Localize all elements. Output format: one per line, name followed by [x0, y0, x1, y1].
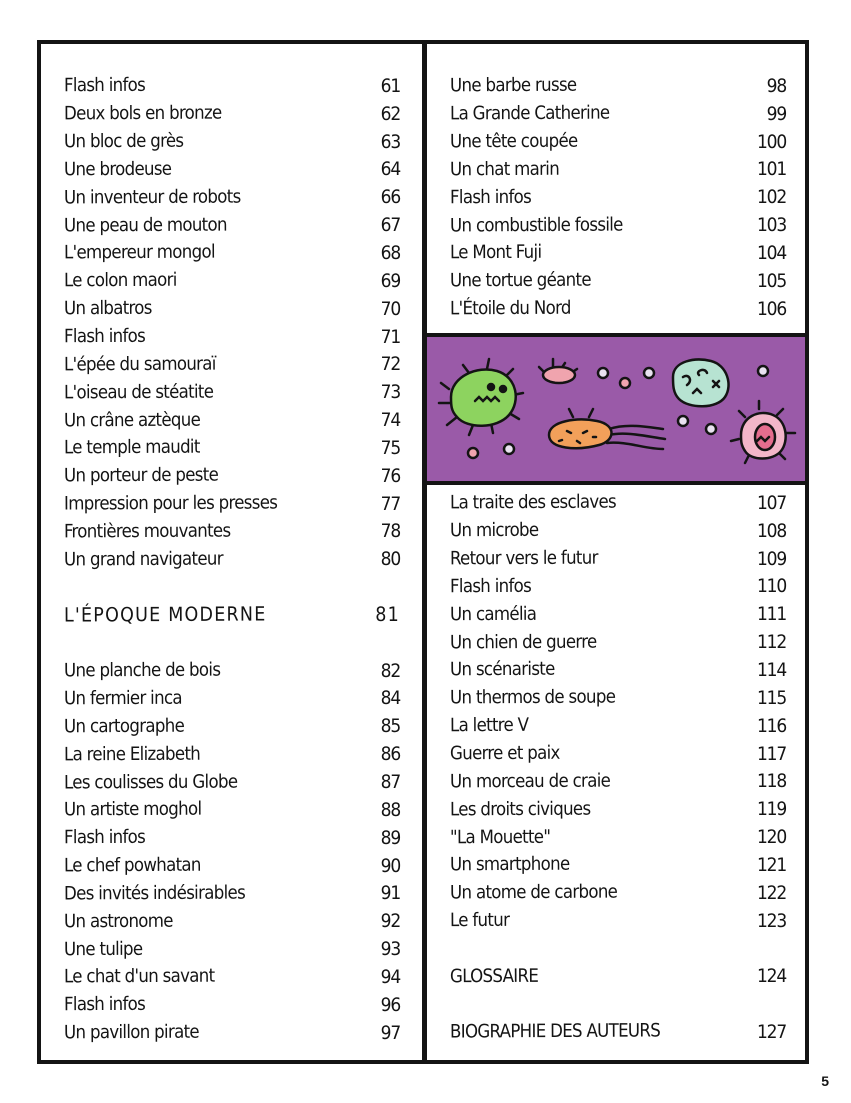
entry-page: 62 [380, 102, 400, 125]
entry-page: 68 [380, 241, 400, 264]
entry-page: 74 [380, 409, 400, 432]
entry-title: Flash infos [63, 994, 146, 1016]
entry-page: 96 [380, 993, 400, 1016]
toc-right-bottom-column [450, 489, 786, 1046]
toc-entry[interactable] [450, 72, 786, 100]
entry-page: 121 [756, 853, 786, 876]
microbes-illustration-panel [427, 333, 805, 485]
entry-title: Le temple maudit [63, 437, 200, 459]
entry-title: Une tortue géante [449, 269, 591, 292]
entry-page: 114 [756, 658, 786, 681]
entry-page: 77 [380, 492, 400, 515]
entry-title: Le colon maori [63, 270, 177, 292]
entry-title: La traite des esclaves [449, 491, 617, 514]
toc-entry[interactable] [450, 211, 786, 239]
entry-title: Guerre et paix [449, 742, 560, 765]
entry-page: 102 [756, 186, 786, 209]
entry-title: Un camélia [449, 603, 537, 626]
entry-page: 67 [380, 214, 400, 237]
toc-entry[interactable] [64, 100, 400, 128]
orange-microbe-icon [549, 409, 665, 449]
microbes-illustration-icon [427, 337, 805, 481]
entry-title: La lettre V [449, 714, 529, 737]
toc-entry[interactable] [64, 378, 400, 406]
entry-page: 103 [756, 214, 786, 237]
entry-page: 109 [756, 547, 786, 570]
toc-entry[interactable] [64, 740, 400, 768]
entry-page: 63 [380, 130, 400, 153]
entry-title: "La Mouette" [449, 826, 551, 848]
entry-page: 71 [380, 325, 400, 348]
entry-page: 116 [756, 714, 786, 737]
toc-entry[interactable] [64, 852, 400, 880]
entry-title: Un fermier inca [63, 687, 182, 710]
entry-title: L'épée du samouraï [63, 353, 216, 376]
entry-page: 75 [380, 436, 400, 459]
green-microbe-icon [439, 359, 523, 435]
toc-left-column [64, 72, 400, 1047]
toc-entry[interactable] [64, 156, 400, 184]
toc-entry[interactable] [450, 295, 786, 323]
entry-title: Un porteur de peste [63, 464, 219, 487]
toc-entry[interactable] [64, 490, 400, 518]
toc-entry[interactable] [64, 712, 400, 740]
page-number: 5 [821, 1073, 829, 1089]
entry-title: Un pavillon pirate [63, 1021, 199, 1044]
toc-entry[interactable] [450, 684, 786, 712]
toc-entry[interactable] [450, 767, 786, 795]
entry-title: Flash infos [63, 325, 146, 348]
entry-title: Un thermos de soupe [449, 686, 616, 709]
entry-page: 97 [380, 1021, 400, 1044]
entry-title: Un grand navigateur [63, 548, 223, 571]
toc-entry[interactable] [450, 600, 786, 628]
toc-entry[interactable] [64, 768, 400, 796]
entry-page: 94 [380, 965, 400, 988]
toc-entry[interactable] [450, 100, 786, 128]
toc-entry[interactable] [64, 239, 400, 267]
entry-title: Un astronome [63, 910, 173, 933]
entry-title: Les coulisses du Globe [63, 771, 238, 793]
entry-title: Un scénariste [449, 659, 555, 681]
toc-entry[interactable] [64, 406, 400, 434]
entry-page: 120 [756, 826, 786, 849]
toc-entry[interactable] [450, 628, 786, 656]
toc-entry[interactable] [64, 350, 400, 378]
toc-entry[interactable] [64, 434, 400, 462]
entry-page: 115 [756, 686, 786, 709]
toc-entry[interactable] [64, 935, 400, 963]
entry-title: Une tulipe [63, 938, 143, 960]
entry-title: Une peau de mouton [63, 214, 227, 237]
entry-title: GLOSSAIRE [449, 965, 539, 987]
entry-page: 91 [380, 882, 400, 905]
toc-entry[interactable] [64, 267, 400, 295]
toc-entry[interactable] [64, 518, 400, 546]
spacer [64, 573, 400, 601]
pink-creature-microbe-icon [731, 401, 795, 463]
entry-page: 80 [380, 548, 400, 571]
toc-entry[interactable] [450, 879, 786, 907]
entry-title: Un smartphone [449, 854, 570, 876]
entry-page: 107 [756, 491, 786, 514]
toc-entry[interactable] [450, 907, 786, 935]
entry-page: 98 [766, 74, 786, 97]
toc-entry[interactable] [450, 489, 786, 517]
toc-entry[interactable] [64, 907, 400, 935]
entry-page: 112 [756, 631, 786, 654]
entry-page: 117 [756, 742, 786, 765]
toc-entry[interactable] [64, 1019, 400, 1047]
entry-title: Flash infos [449, 186, 532, 209]
entry-title: L'empereur mongol [63, 242, 215, 264]
toc-entry[interactable] [64, 545, 400, 573]
toc-entry-biography[interactable] [450, 1018, 786, 1046]
entry-page: 124 [756, 965, 786, 988]
entry-page: 123 [756, 909, 786, 932]
toc-entry[interactable] [64, 323, 400, 351]
toc-entry[interactable] [450, 656, 786, 684]
toc-entry[interactable] [64, 824, 400, 852]
entry-title: Un morceau de craie [449, 770, 611, 793]
entry-page: 105 [756, 269, 786, 292]
entry-page: 110 [756, 575, 786, 598]
entry-page: 76 [380, 464, 400, 487]
section-page: 81 [375, 603, 400, 627]
entry-title: Les droits civiques [449, 798, 591, 821]
entry-title: Le Mont Fuji [449, 242, 542, 264]
toc-entry[interactable] [64, 685, 400, 713]
entry-title: Une barbe russe [449, 75, 577, 97]
toc-entry[interactable] [450, 267, 786, 295]
toc-entry[interactable] [450, 183, 786, 211]
entry-page: 108 [756, 519, 786, 542]
toc-right-top-column [450, 72, 786, 323]
toc-entry[interactable] [450, 156, 786, 184]
toc-entry[interactable] [64, 796, 400, 824]
toc-entry[interactable] [450, 823, 786, 851]
toc-entry[interactable] [450, 573, 786, 601]
entry-page: 87 [380, 771, 400, 794]
spacer [64, 629, 400, 657]
entry-title: Un artiste moghol [63, 798, 202, 821]
toc-entry-glossary[interactable] [450, 962, 786, 990]
entry-title: Une tête coupée [449, 130, 578, 153]
toc-entry[interactable] [64, 128, 400, 156]
toc-entry[interactable] [64, 991, 400, 1019]
entry-page: 70 [380, 297, 400, 320]
toc-entry[interactable] [64, 657, 400, 685]
entry-title: La Grande Catherine [449, 102, 610, 125]
entry-title: Un combustible fossile [449, 214, 623, 237]
toc-entry[interactable] [450, 851, 786, 879]
entry-title: Un atome de carbone [449, 881, 618, 904]
entry-title: Flash infos [63, 826, 146, 849]
spacer [450, 990, 786, 1018]
toc-entry[interactable] [64, 211, 400, 239]
toc-entry[interactable] [450, 795, 786, 823]
toc-entry[interactable] [64, 462, 400, 490]
entry-title: Un inventeur de robots [63, 186, 241, 209]
teal-microbe-icon [673, 360, 729, 407]
entry-page: 101 [756, 158, 786, 181]
column-divider [422, 40, 427, 1064]
entry-title: Retour vers le futur [449, 547, 598, 570]
entry-page: 66 [380, 186, 400, 209]
entry-page: 78 [380, 520, 400, 543]
entry-title: Impression pour les presses [63, 492, 278, 515]
entry-page: 88 [380, 798, 400, 821]
section-heading-modern[interactable] [64, 601, 400, 629]
entry-title: Un chien de guerre [449, 631, 597, 654]
entry-page: 100 [756, 130, 786, 153]
spacer [450, 935, 786, 963]
entry-title: Flash infos [449, 575, 532, 598]
entry-title: Le chef powhatan [63, 854, 201, 877]
entry-page: 104 [756, 241, 786, 264]
toc-entry[interactable] [64, 72, 400, 100]
entry-title: Des invités indésirables [63, 882, 246, 905]
entry-page: 61 [380, 74, 400, 97]
entry-title: L'Étoile du Nord [449, 297, 571, 320]
toc-entry[interactable] [450, 128, 786, 156]
entry-page: 106 [756, 297, 786, 320]
entry-page: 92 [380, 910, 400, 933]
toc-entry[interactable] [64, 295, 400, 323]
entry-title: Frontières mouvantes [63, 520, 231, 543]
toc-entry[interactable] [450, 239, 786, 267]
entry-title: BIOGRAPHIE DES AUTEURS [449, 1020, 661, 1044]
entry-page: 122 [756, 881, 786, 904]
entry-title: Flash infos [63, 75, 146, 97]
entry-title: Un bloc de grès [63, 130, 184, 153]
toc-entry[interactable] [64, 963, 400, 991]
toc-entry[interactable] [450, 740, 786, 768]
entry-page: 69 [380, 269, 400, 292]
entry-title: Une brodeuse [63, 158, 172, 181]
toc-entry[interactable] [64, 183, 400, 211]
entry-page: 64 [380, 158, 400, 181]
entry-title: La reine Elizabeth [63, 743, 201, 766]
toc-entry[interactable] [64, 879, 400, 907]
entry-page: 89 [380, 826, 400, 849]
entry-page: 84 [380, 687, 400, 710]
entry-page: 82 [380, 659, 400, 682]
entry-page: 127 [756, 1020, 786, 1043]
entry-page: 90 [380, 854, 400, 877]
section-title: L'ÉPOQUE MODERNE [63, 602, 267, 627]
entry-page: 86 [380, 743, 400, 766]
entry-title: L'oiseau de stéatite [63, 381, 214, 404]
entry-page: 111 [756, 603, 786, 626]
entry-page: 118 [756, 770, 786, 793]
entry-title: Un crâne aztèque [63, 409, 201, 431]
entry-page: 85 [380, 715, 400, 738]
toc-entry[interactable] [450, 517, 786, 545]
pink-microbe-icon [539, 359, 577, 383]
toc-entry[interactable] [450, 545, 786, 573]
entry-page: 99 [766, 102, 786, 125]
entry-title: Un albatros [63, 297, 152, 320]
entry-title: Un chat marin [449, 158, 560, 181]
entry-title: Le futur [449, 909, 510, 932]
entry-title: Un microbe [449, 520, 539, 542]
toc-entry[interactable] [450, 712, 786, 740]
entry-page: 93 [380, 938, 400, 961]
entry-page: 72 [380, 353, 400, 376]
entry-title: Un cartographe [63, 715, 185, 738]
entry-title: Deux bols en bronze [63, 102, 222, 125]
entry-title: Une planche de bois [63, 659, 221, 682]
entry-page: 119 [756, 798, 786, 821]
entry-title: Le chat d'un savant [63, 966, 215, 988]
entry-page: 73 [380, 381, 400, 404]
